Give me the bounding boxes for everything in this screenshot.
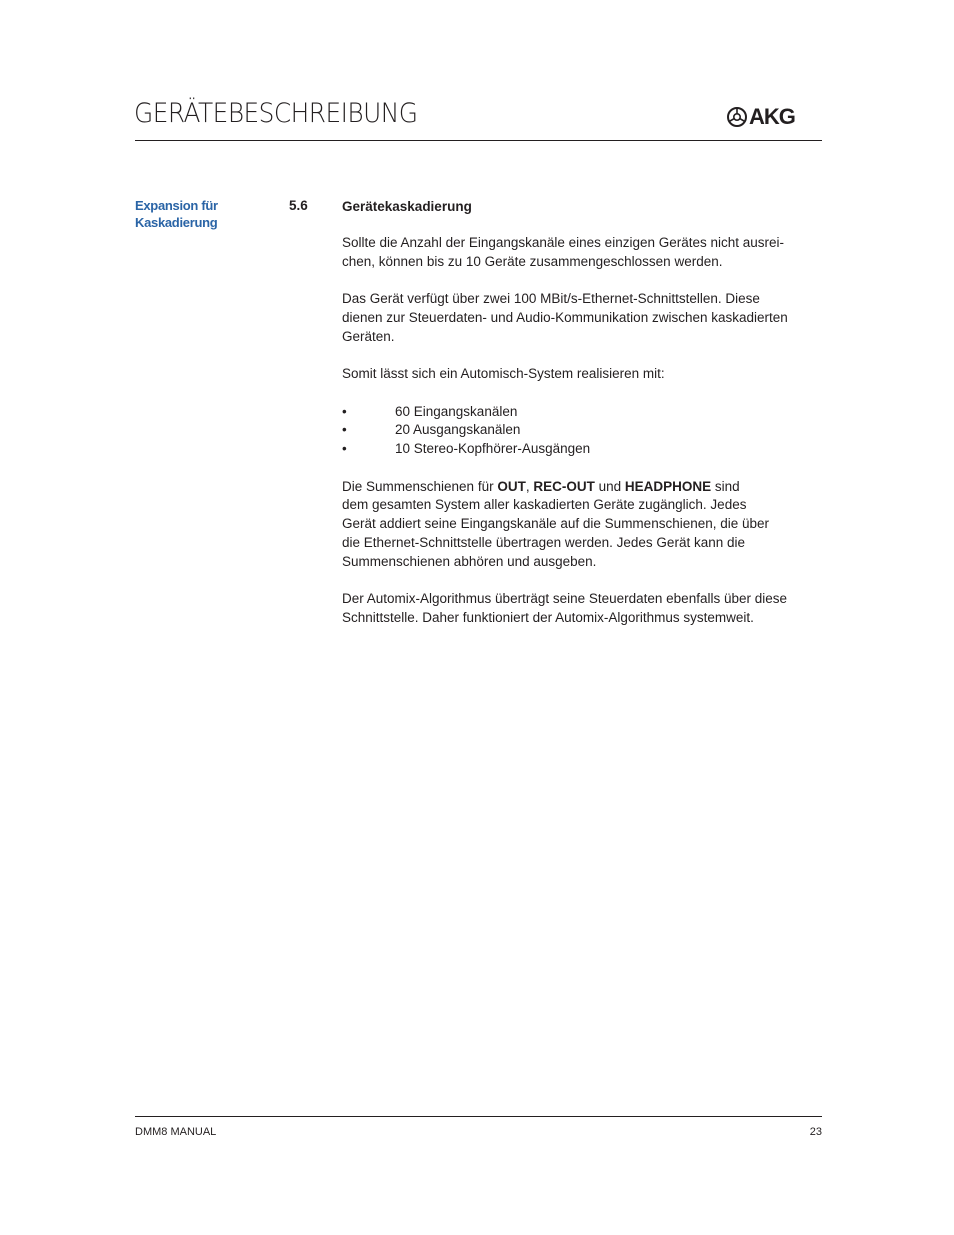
list-item: • 60 Eingangskanälen bbox=[342, 403, 822, 422]
footer-divider bbox=[135, 1116, 822, 1117]
logo-wordmark: AKG bbox=[749, 104, 795, 129]
section-title: Gerätekaskadierung bbox=[342, 199, 472, 214]
side-heading: Expansion für Kaskadierung bbox=[135, 198, 218, 230]
list-item: • 20 Ausgangskanälen bbox=[342, 421, 822, 440]
page-title: GERÄTEBESCHREIBUNG bbox=[134, 98, 418, 129]
paragraph: Somit lässt sich ein Automisch-System realisieren mit: bbox=[342, 366, 665, 382]
footer-manual-name: DMM8 MANUAL bbox=[135, 1126, 217, 1138]
header-divider bbox=[135, 140, 822, 141]
feature-list bbox=[342, 403, 822, 459]
akg-emblem-icon bbox=[727, 107, 747, 127]
list-item: • 10 Stereo-Kopfhörer-Ausgängen bbox=[342, 440, 822, 459]
term-headphone: HEADPHONE bbox=[624, 478, 712, 494]
term-rec-out: REC-OUT bbox=[533, 478, 595, 494]
bus-paragraph: Die Summenschienen für OUT, REC-OUT und HEADPHONE sind dem gesamten System aller kaskadierten Geräte zugänglich. Jedes Gerät addiert seine Eingangskanäle auf die Summenschienen, die über die Ethernet-Schnittstelle übertragen werden. Jedes Gerät kann die Summenschienen abhören und ausgeben. bbox=[342, 478, 770, 569]
term-out: OUT bbox=[497, 478, 526, 494]
paragraph: Der Automix-Algorithmus überträgt seine Steuerdaten ebenfalls über diese Schnittstelle. Daher funktioniert der Automix-Algorithmus systemweit. bbox=[342, 591, 787, 625]
paragraph: Sollte die Anzahl der Eingangskanäle eines einzigen Gerätes nicht ausrei- chen, können bis zu 10 Geräte zusammengeschlossen werden. bbox=[342, 235, 785, 269]
section-number: 5.6 bbox=[289, 198, 308, 213]
bullet: • bbox=[342, 441, 347, 457]
akg-logo bbox=[727, 106, 795, 128]
section-content bbox=[342, 198, 822, 646]
page-number: 23 bbox=[809, 1126, 822, 1138]
bullet: • bbox=[342, 422, 347, 438]
paragraph: Das Gerät verfügt über zwei 100 MBit/s-Ethernet-Schnittstellen. Diese dienen zur Steuerdaten- und Audio-Kommunikation zwischen kaskadierten Geräten. bbox=[342, 291, 788, 344]
bullet: • bbox=[342, 403, 347, 419]
